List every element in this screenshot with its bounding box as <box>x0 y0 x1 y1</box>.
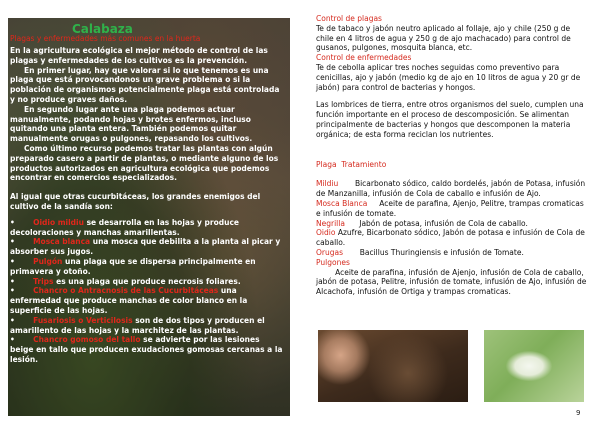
row-name: Pulgones <box>316 257 350 267</box>
soil-hands-photo <box>318 330 468 402</box>
list-item-text: una plaga que se dispersa principalmente en primavera y otoño. <box>10 256 256 276</box>
paragraph-2: En segundo lugar ante una plaga podemos actuar manualmente, podando hojas y brotes enfermos, incluso quitando una planta entera. También podemos quitar manualmente orugas o pulgones, repasando los cultivos. <box>10 104 253 144</box>
list-item: • Trips es una plaga que produce necrosis foliares. <box>10 276 241 286</box>
list-item: • Fusariosis o Verticilosis son de dos tipos y producen el amarillento de las hojas y la marchitez de las plantas. <box>10 315 265 335</box>
list-item: • Pulgón una plaga que se dispersa principalmente en primavera y otoño. <box>10 256 256 276</box>
list-item-text: se advierte por las lesiones beige en tallo que producen exudaciones gomosas cercanas a la lesión. <box>10 335 283 364</box>
list-item-name: Fusariosis o Verticilosis <box>33 315 133 325</box>
list-item-name: Mosca blanca <box>33 237 91 247</box>
text-control-enfermedades: Te de cebolla aplicar tres noches seguidas como preventivo para cenicillas, ajo y jabón (medio kg de ajo en 10 litros de agua y 20 gr de jabón) para control de bacterias y hongos. <box>316 62 581 92</box>
table-row <box>316 248 590 258</box>
list-item: • Chancro o Antracnosis de las Cucurbitáceas una enfermedad que produce manchas de color blanco en la superficie de las hojas. <box>10 286 248 315</box>
list-item-text: una mosca que debilita a la planta al picar y absorber sus jugos. <box>10 237 281 257</box>
row-name: Mosca Blanca <box>316 198 368 208</box>
left-panel <box>8 18 290 416</box>
list-item-text: se desarrolla en las hojas y produce decoloraciones y manchas amarillentas. <box>10 217 240 237</box>
whitefly-photo <box>484 330 584 402</box>
list-item-name: Trips <box>33 276 54 286</box>
row-name: Oidio <box>316 228 336 238</box>
page-title: Calabaza <box>72 22 133 36</box>
page-number: 9 <box>576 409 581 417</box>
table-row <box>316 219 590 229</box>
list-item: • Oidio mildiu se desarrolla en las hojas y produce decoloraciones y manchas amarillentas. <box>10 217 240 237</box>
list-item: • Mosca blanca una mosca que debilita a la planta al picar y absorber sus jugos. <box>10 237 281 257</box>
list-item-name: Chancro o Antracnosis de las Cucurbitáceas <box>33 286 219 296</box>
paragraph-3: Como último recurso podemos tratar las plantas con algún preparado casero a partir de plantas, o mediante alguno de los productos autorizados en agricultura ecológica que podemos encontrar en comercios especializados. <box>10 143 279 183</box>
page-subtitle: Plagas y enfermedades más comunes en la huerta <box>10 34 201 43</box>
table-row <box>316 179 590 199</box>
row-text: Jabón de potasa, infusión de Cola de caballo. <box>359 218 528 228</box>
right-column <box>316 14 590 297</box>
paragraph-1: En primer lugar, hay que valorar si lo que tenemos es una plaga que está provocandonos un grave problema o si la población de organismos potencialmente plaga está controlada y no produce graves daños. <box>10 65 280 104</box>
table-row <box>316 228 590 248</box>
heading-plaga-tratamiento: Plaga Tratamiento <box>316 159 387 169</box>
text-control-plagas: Te de tabaco y jabón neutro aplicado al follaje, ajo y chile (250 g de chile en 4 litros de agua y 250 g de ajo machacado) para control de gusanos, pulgones, mosquita blanca, etc. <box>316 23 571 53</box>
text-lombrices: Las lombrices de tierra, entre otros organismos del suelo, cumplen una función importante en el proceso de descomposición. Se alimentan principalmente de bacterias y hongos que descomponen la materia orgánica; de esta forma reciclan los nutrientes. <box>316 100 584 139</box>
row-text: Aceite de parafina, infusión de Ajenjo, infusión de Cola de caballo, jabón de potasa, Pelitre, infusión de tomate, infusión de Ajo, infusión de Alcachofa, infusión de Ortiga y trampas cromaticas. <box>316 267 587 297</box>
row-name: Mildiu <box>316 179 339 189</box>
list-item-text: es una plaga que produce necrosis foliares. <box>56 276 241 286</box>
list-item-name: Chancro gomoso del tallo <box>33 335 141 345</box>
list-item: • Chancro gomoso del tallo se advierte por las lesiones beige en tallo que producen exudaciones gomosas cercanas a la lesión. <box>10 335 283 364</box>
left-content <box>8 46 290 365</box>
table-row <box>316 258 590 297</box>
paragraph-4: Al igual que otras cucurbitáceas, los grandes enemigos del cultivo de la sandía son: <box>10 192 261 211</box>
row-text: Bicarbonato sódico, caldo bordelés, jabón de Potasa, infusión de Manzanilla, infusión de Cola de caballo e infusión de Ajo. <box>316 179 586 199</box>
row-text: Aceite de parafina, Ajenjo, Pelitre, trampas cromaticas e infusión de tomate. <box>316 198 584 218</box>
table-row <box>316 199 590 219</box>
list-item-text: son de dos tipos y producen el amarillento de las hojas y la marchitez de las plantas. <box>10 315 265 335</box>
row-text: Azufre, Bicarbonato sódico, Jabón de potasa e infusión de Cola de caballo. <box>316 228 585 248</box>
intro-paragraph: En la agricultura ecológica el mejor método de control de las plagas y enfermedades de los cultivos es la prevención. <box>10 46 268 65</box>
heading-control-enfermedades: Control de enfermedades <box>316 53 412 63</box>
list-item-name: Oidio mildiu <box>33 217 84 227</box>
row-text: Bacillus Thuringiensis e infusión de Tomate. <box>359 247 524 257</box>
row-name: Negrilla <box>316 218 345 228</box>
list-item-name: Pulgón <box>33 256 63 266</box>
list-item-text: una enfermedad que produce manchas de color blanco en la superficie de las hojas. <box>10 286 248 315</box>
heading-control-plagas: Control de plagas <box>316 14 382 23</box>
row-name: Orugas <box>316 247 344 257</box>
